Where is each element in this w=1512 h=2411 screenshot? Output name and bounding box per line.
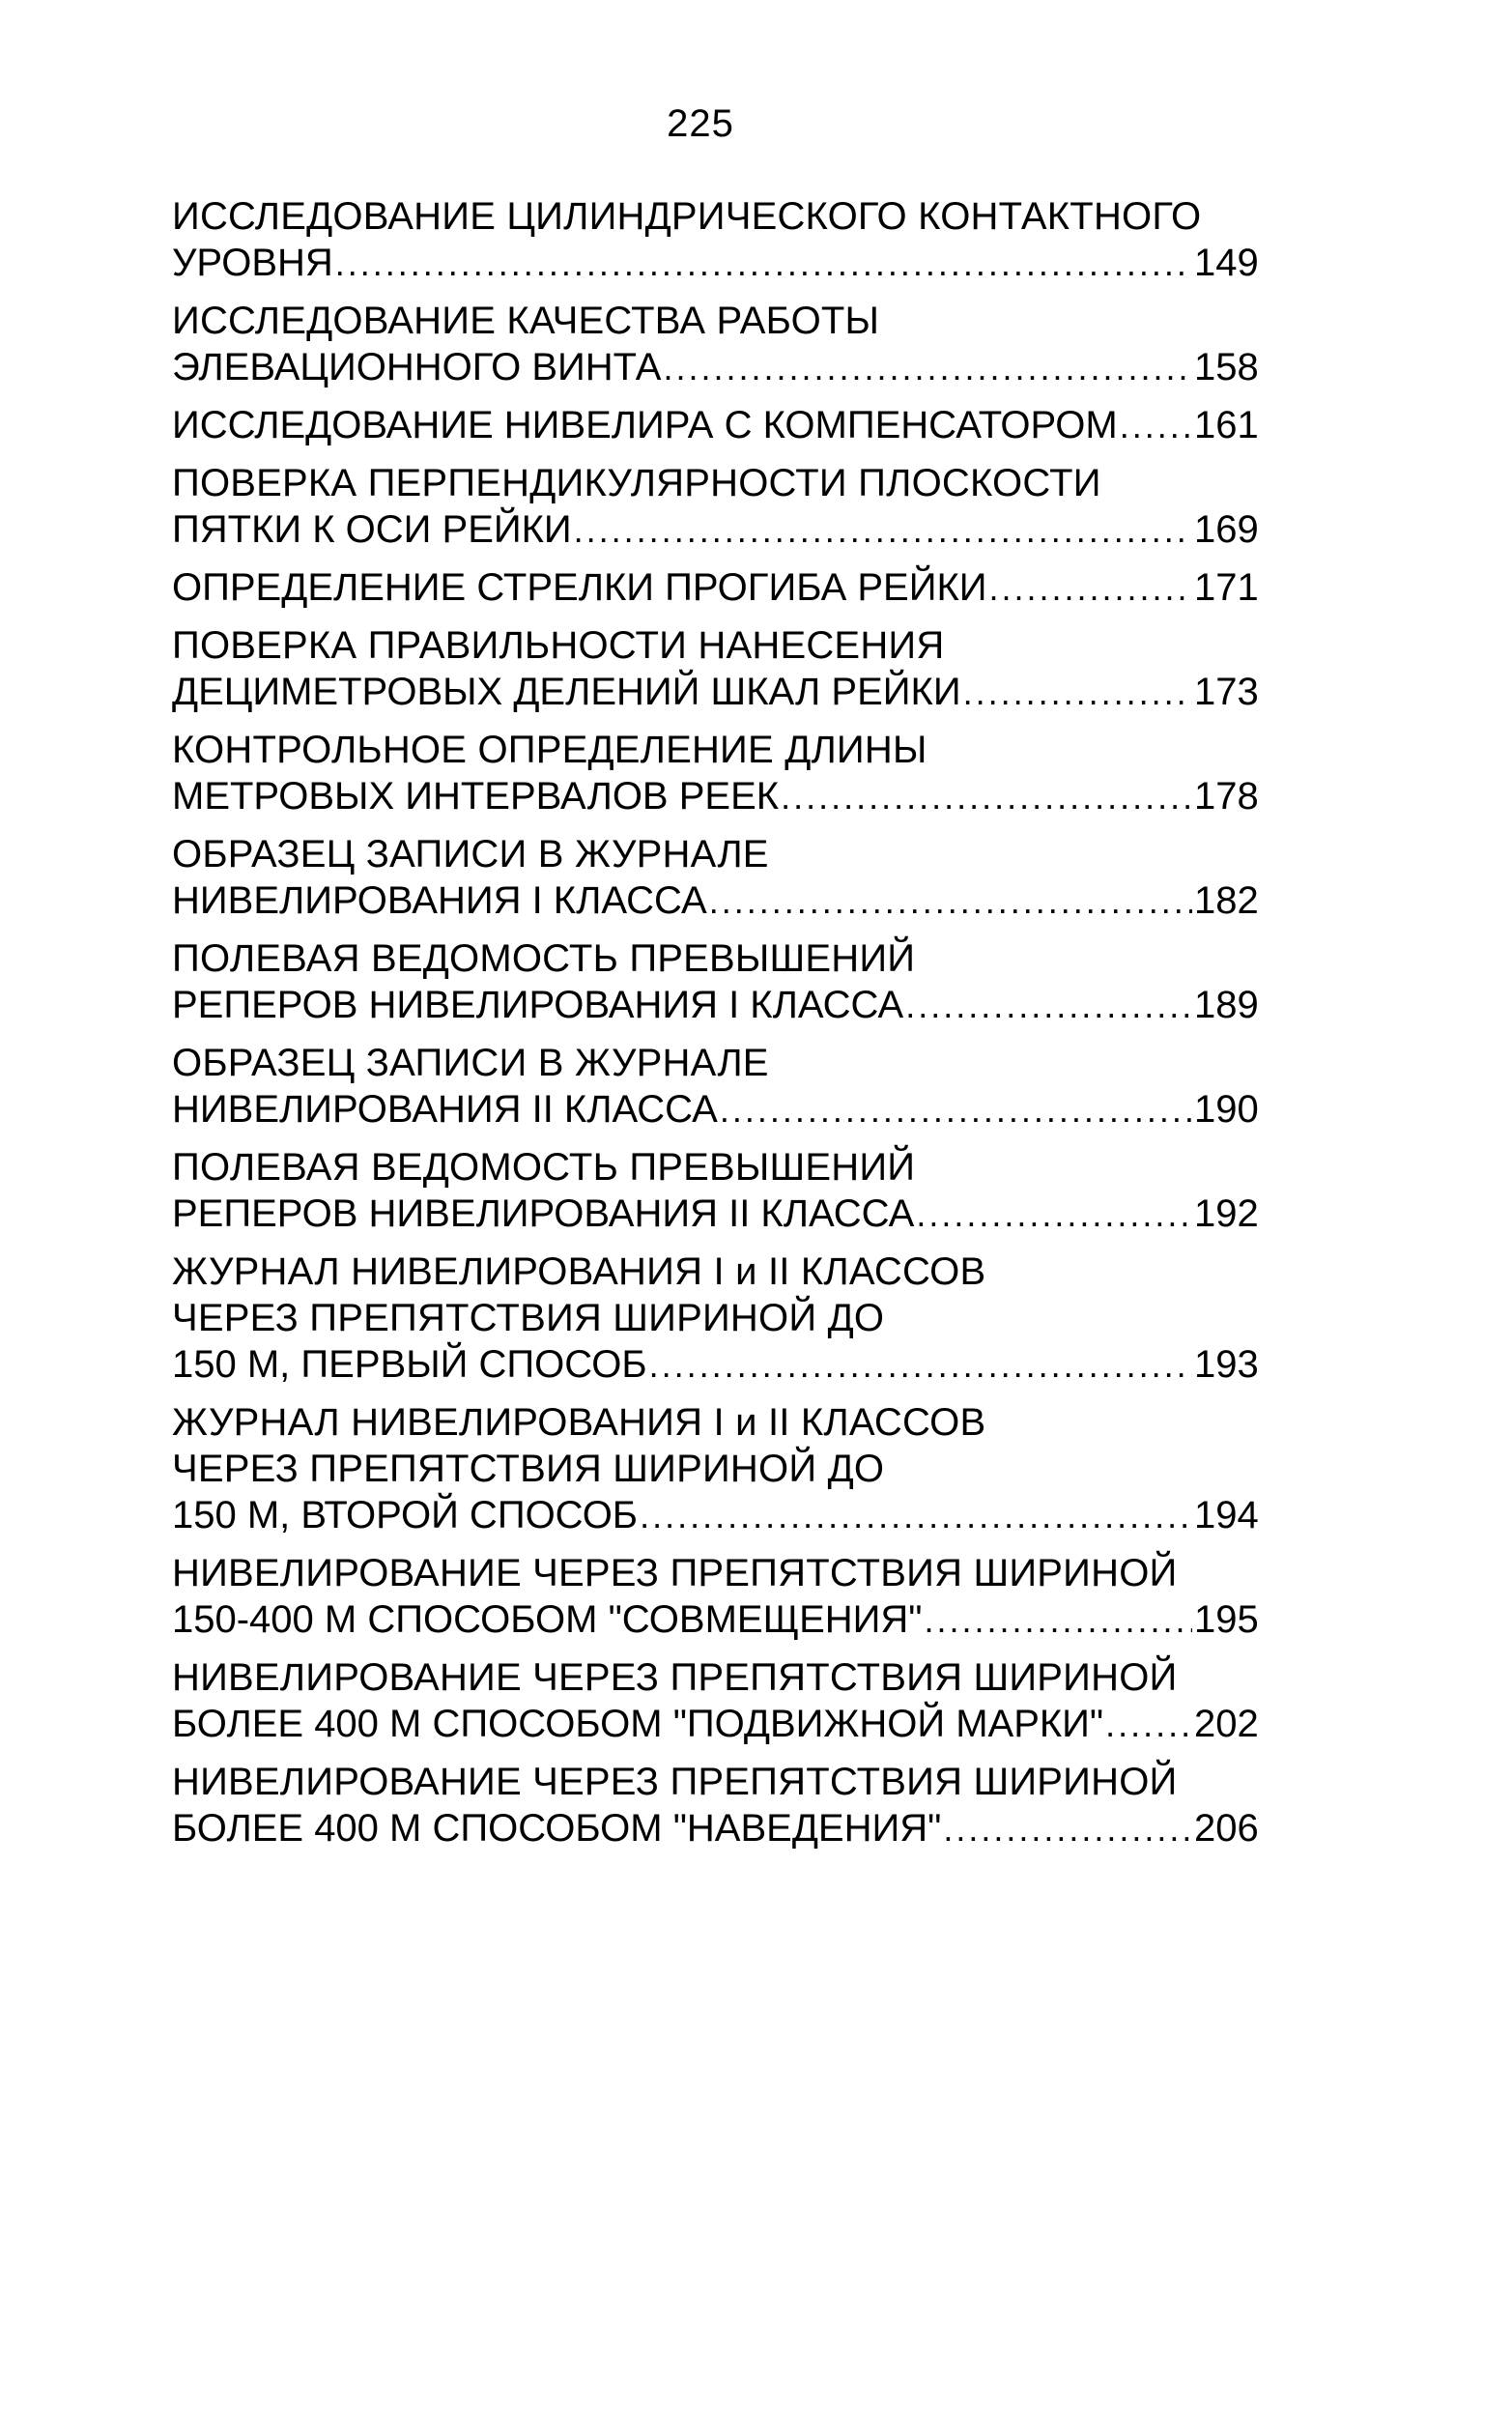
toc-entry	[172, 1399, 1264, 1539]
toc-entry-page-number: 193	[1194, 1343, 1259, 1386]
toc-entry-title-line: КОНТРОЛЬНОЕ ОПРЕДЕЛЕНИЕ ДЛИНЫ	[172, 729, 927, 771]
toc-entry	[172, 1759, 1264, 1852]
toc-entry-title-line: ЧЕРЕЗ ПРЕПЯТСТВИЯ ШИРИНОЙ ДО	[172, 1297, 885, 1339]
toc-entry-title-line: ЭЛЕВАЦИОННОГО ВИНТА	[172, 346, 662, 388]
toc-entry-final-line	[172, 877, 1264, 925]
toc-entry-page-number: 195	[1194, 1598, 1259, 1641]
dot-leader	[924, 1597, 1192, 1644]
toc-entry	[172, 727, 1264, 820]
toc-entry-title-line: НИВЕЛИРОВАНИЯ I КЛАССА	[172, 879, 707, 922]
toc-entry	[172, 1249, 1264, 1389]
toc-entry-page-number: 194	[1194, 1494, 1259, 1536]
dot-leader	[663, 345, 1192, 391]
toc-entry-page-number: 190	[1194, 1088, 1259, 1131]
toc-entry-title-line: НИВЕЛИРОВАНИЕ ЧЕРЕЗ ПРЕПЯТСТВИЯ ШИРИНОЙ	[172, 1552, 1178, 1594]
toc-entry-final-line	[172, 669, 1264, 716]
dot-leader	[989, 565, 1192, 612]
toc-entry-title-line: ОБРАЗЕЦ ЗАПИСИ В ЖУРНАЛЕ	[172, 833, 769, 875]
toc-entry-title-line: 150-400 М СПОСОБОМ "СОВМЕЩЕНИЯ"	[172, 1598, 923, 1641]
dot-leader	[1120, 403, 1192, 449]
toc-entry-page-number: 192	[1194, 1192, 1259, 1235]
toc-entry-title-line: ЖУРНАЛ НИВЕЛИРОВАНИЯ I и II КЛАССОВ	[172, 1401, 986, 1444]
page-number: 225	[667, 102, 734, 145]
toc-entry-title-line: ПОВЕРКА ПРАВИЛЬНОСТИ НАНЕСЕНИЯ	[172, 624, 945, 667]
toc-entry	[172, 622, 1264, 716]
dot-leader	[963, 670, 1192, 716]
toc-entry-title-line: ИССЛЕДОВАНИЕ ЦИЛИНДРИЧЕСКОГО КОНТАКТНОГО	[172, 195, 1202, 238]
toc-entry-final-line	[172, 1492, 1264, 1539]
toc-entry-final-line	[172, 506, 1264, 554]
toc-entry-title-line: ОПРЕДЕЛЕНИЕ СТРЕЛКИ ПРОГИБА РЕЙКИ	[172, 566, 987, 609]
dot-leader	[905, 983, 1192, 1029]
dot-leader	[916, 1191, 1192, 1238]
dot-leader	[640, 1493, 1192, 1539]
toc-entry	[172, 564, 1264, 612]
toc-entry-title-line: НИВЕЛИРОВАНИЯ II КЛАССА	[172, 1088, 718, 1131]
dot-leader	[335, 241, 1192, 287]
toc-entry-title-line: ИССЛЕДОВАНИЕ КАЧЕСТВА РАБОТЫ	[172, 300, 880, 342]
toc-entry-final-line	[172, 1191, 1264, 1238]
toc-entry-page-number: 158	[1194, 346, 1259, 388]
toc-entry	[172, 935, 1264, 1029]
toc-entry-final-line	[172, 1701, 1264, 1748]
toc-entry-page-number: 173	[1194, 671, 1259, 713]
toc-entry	[172, 460, 1264, 554]
dot-leader	[720, 1087, 1192, 1134]
toc-entry	[172, 1144, 1264, 1238]
toc-entry-title-line: МЕТРОВЫХ ИНТЕРВАЛОВ РЕЕК	[172, 775, 780, 818]
toc-entry-title-line: ЧЕРЕЗ ПРЕПЯТСТВИЯ ШИРИНОЙ ДО	[172, 1448, 885, 1490]
toc-entry-title-line: 150 М, ВТОРОЙ СПОСОБ	[172, 1494, 639, 1536]
toc-entry-page-number: 149	[1194, 242, 1259, 284]
toc-entry-title-line: 150 М, ПЕРВЫЙ СПОСОБ	[172, 1343, 647, 1386]
toc-entry-page-number: 178	[1194, 775, 1259, 818]
dot-leader	[709, 878, 1192, 925]
toc-entry-final-line	[172, 402, 1264, 449]
toc-entry-title-line: ДЕЦИМЕТРОВЫХ ДЕЛЕНИЙ ШКАЛ РЕЙКИ	[172, 671, 961, 713]
toc-entry-final-line	[172, 1086, 1264, 1134]
toc-entry-title-line: ОБРАЗЕЦ ЗАПИСИ В ЖУРНАЛЕ	[172, 1042, 769, 1084]
dot-leader	[649, 1342, 1192, 1389]
toc-entry-title-line: БОЛЕЕ 400 М СПОСОБОМ "НАВЕДЕНИЯ"	[172, 1807, 942, 1850]
dot-leader	[574, 507, 1192, 554]
toc-entry	[172, 298, 1264, 391]
toc-entry-page-number: 182	[1194, 879, 1259, 922]
toc-entry-title-line: РЕПЕРОВ НИВЕЛИРОВАНИЯ II КЛАССА	[172, 1192, 915, 1235]
toc-entry-final-line	[172, 564, 1264, 612]
toc-entry	[172, 1550, 1264, 1644]
toc-entry-title-line: БОЛЕЕ 400 М СПОСОБОМ "ПОДВИЖНОЙ МАРКИ"	[172, 1703, 1104, 1745]
toc-entry-title-line: ПОЛЕВАЯ ВЕДОМОСТЬ ПРЕВЫШЕНИЙ	[172, 1146, 916, 1189]
toc-entry	[172, 1040, 1264, 1134]
toc-entry-final-line	[172, 1341, 1264, 1389]
toc-entry-title-line: УРОВНЯ	[172, 242, 333, 284]
toc-entry-page-number: 202	[1194, 1703, 1259, 1745]
toc-entry-final-line	[172, 1805, 1264, 1852]
toc-entry-title-line: ИССЛЕДОВАНИЕ НИВЕЛИРА С КОМПЕНСАТОРОМ	[172, 404, 1118, 446]
toc-entry-title-line: НИВЕЛИРОВАНИЕ ЧЕРЕЗ ПРЕПЯТСТВИЯ ШИРИНОЙ	[172, 1761, 1178, 1803]
toc-entry-final-line	[172, 1596, 1264, 1644]
toc-entry-title-line: ПОВЕРКА ПЕРПЕНДИКУЛЯРНОСТИ ПЛОСКОСТИ	[172, 462, 1101, 504]
toc-entry-final-line	[172, 344, 1264, 391]
dot-leader	[943, 1806, 1192, 1852]
toc-entry-page-number: 169	[1194, 508, 1259, 551]
toc-entry-page-number: 206	[1194, 1807, 1259, 1850]
toc-entry-title-line: ПЯТКИ К ОСИ РЕЙКИ	[172, 508, 572, 551]
dot-leader	[781, 774, 1192, 820]
toc-entry	[172, 402, 1264, 449]
toc-entry-page-number: 189	[1194, 984, 1259, 1026]
toc-entry-page-number: 171	[1194, 566, 1259, 609]
toc-entry	[172, 831, 1264, 925]
toc-entry-title-line: НИВЕЛИРОВАНИЕ ЧЕРЕЗ ПРЕПЯТСТВИЯ ШИРИНОЙ	[172, 1656, 1178, 1699]
toc-entry-title-line: ЖУРНАЛ НИВЕЛИРОВАНИЯ I и II КЛАССОВ	[172, 1250, 986, 1293]
toc-entry	[172, 193, 1264, 287]
toc-entry-final-line	[172, 240, 1264, 287]
table-of-contents	[172, 193, 1264, 1863]
dot-leader	[1105, 1702, 1192, 1748]
toc-entry-final-line	[172, 773, 1264, 820]
toc-entry-title-line: ПОЛЕВАЯ ВЕДОМОСТЬ ПРЕВЫШЕНИЙ	[172, 937, 916, 980]
toc-entry-page-number: 161	[1194, 404, 1259, 446]
toc-entry-title-line: РЕПЕРОВ НИВЕЛИРОВАНИЯ I КЛАССА	[172, 984, 904, 1026]
toc-entry-final-line	[172, 982, 1264, 1029]
toc-entry	[172, 1654, 1264, 1748]
